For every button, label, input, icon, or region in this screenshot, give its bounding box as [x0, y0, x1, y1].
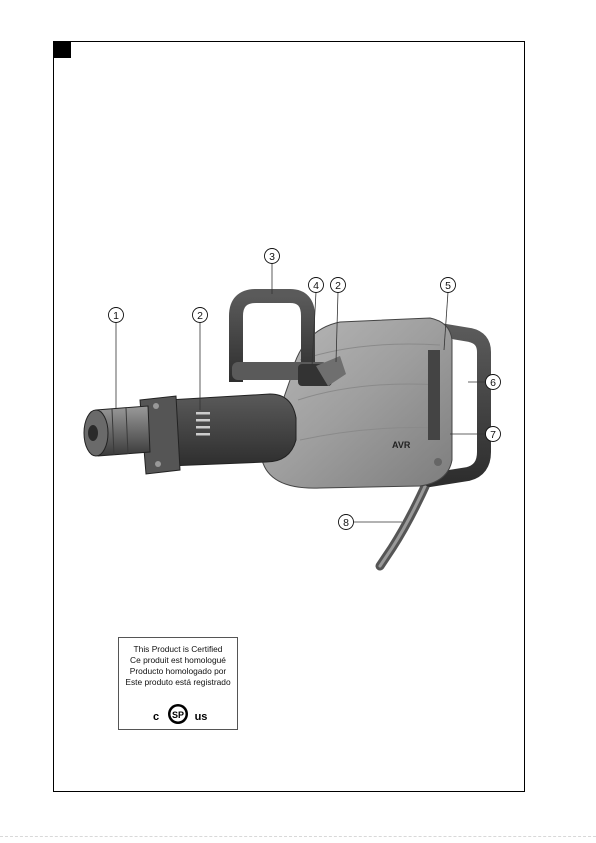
svg-text:2: 2 [335, 280, 341, 292]
callout-1 [109, 308, 124, 409]
page-cut-line [0, 836, 596, 838]
callout-8 [339, 515, 403, 530]
csa-mark-right: us [194, 711, 208, 723]
svg-text:3: 3 [269, 251, 275, 263]
certification-line: This Product is Certified [133, 644, 223, 654]
svg-text:8: 8 [343, 517, 349, 529]
certification-text [119, 644, 237, 688]
svg-text:7: 7 [490, 429, 496, 441]
certification-line: Producto homologado por [129, 666, 227, 676]
svg-text:SP: SP [171, 710, 185, 720]
tool-holder [84, 406, 150, 456]
callout-3 [265, 249, 280, 295]
callout-7 [450, 427, 501, 442]
svg-text:5: 5 [445, 280, 451, 292]
power-cable [380, 480, 428, 566]
svg-text:6: 6 [490, 377, 496, 389]
csa-certification-mark [119, 702, 237, 726]
certification-box [118, 637, 238, 730]
callout-2-barrel [193, 308, 208, 411]
barrel [168, 394, 296, 466]
certification-line: Ce produit est homologué [130, 655, 226, 665]
svg-text:2: 2 [197, 310, 203, 322]
svg-text:1: 1 [113, 310, 119, 322]
svg-text:4: 4 [313, 280, 319, 292]
certification-line: Este produto está registrado [125, 677, 231, 687]
brand-label: AVR [392, 440, 411, 450]
csa-mark-left: c [152, 711, 160, 723]
